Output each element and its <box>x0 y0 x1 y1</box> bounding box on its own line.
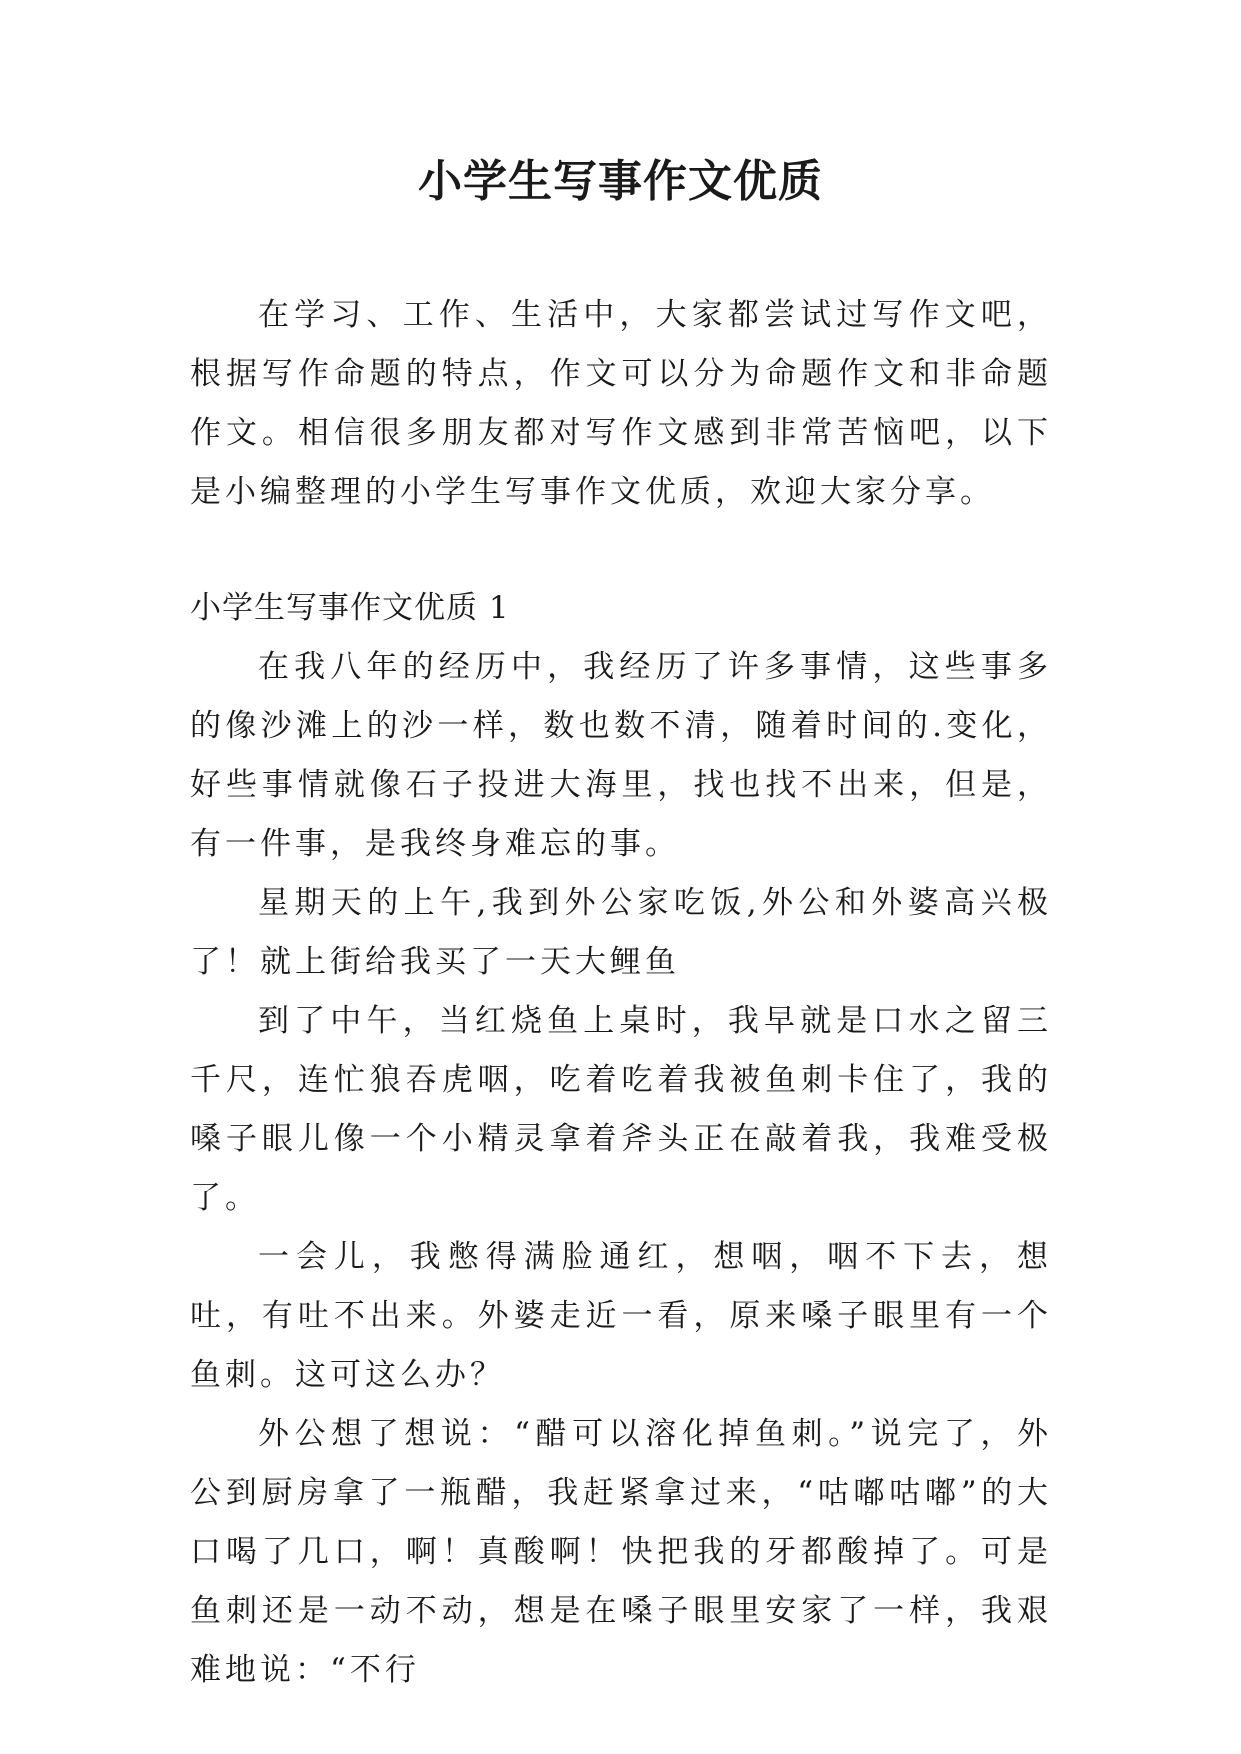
body-paragraph: 到了中午，当红烧鱼上桌时，我早就是口水之留三千尺，连忙狼吞虎咽，吃着吃着我被鱼刺卡住了，我的嗓子眼儿像一个小精灵拿着斧头正在敲着我，我难受极了。 <box>190 1003 1052 1216</box>
body-paragraph: 一会儿，我憋得满脸通红，想咽，咽不下去，想吐，有吐不出来。外婆走近一看，原来嗓子眼里有一个鱼刺。这可这么办？ <box>190 1239 1052 1393</box>
body-paragraph: 在我八年的经历中，我经历了许多事情，这些事多的像沙滩上的沙一样，数也数不清，随着时间的.变化，好些事情就像石子投进大海里，找也找不出来，但是，有一件事，是我终身难忘的事。 <box>190 649 1052 862</box>
body-paragraph: 外公想了想说：“醋可以溶化掉鱼刺。”说完了，外公到厨房拿了一瓶醋，我赶紧拿过来，“咕嘟咕嘟”的大口喝了几口，啊！真酸啊！快把我的牙都酸掉了。可是鱼刺还是一动不动，想是在嗓子眼里安家了一样，我艰难地说：“不行 <box>190 1416 1052 1688</box>
document-title: 小学生写事作文优质 <box>418 156 823 207</box>
document-body <box>190 286 1052 1700</box>
intro-paragraph: 在学习、工作、生活中，大家都尝试过写作文吧，根据写作命题的特点，作文可以分为命题作文和非命题作文。相信很多朋友都对写作文感到非常苦恼吧，以下是小编整理的小学生写事作文优质，欢迎大家分享。 <box>190 297 1052 510</box>
body-paragraph: 星期天的上午,我到外公家吃饭,外公和外婆高兴极了！就上街给我买了一天大鲤鱼 <box>190 885 1052 980</box>
section-heading: 小学生写事作文优质 1 <box>190 590 510 626</box>
